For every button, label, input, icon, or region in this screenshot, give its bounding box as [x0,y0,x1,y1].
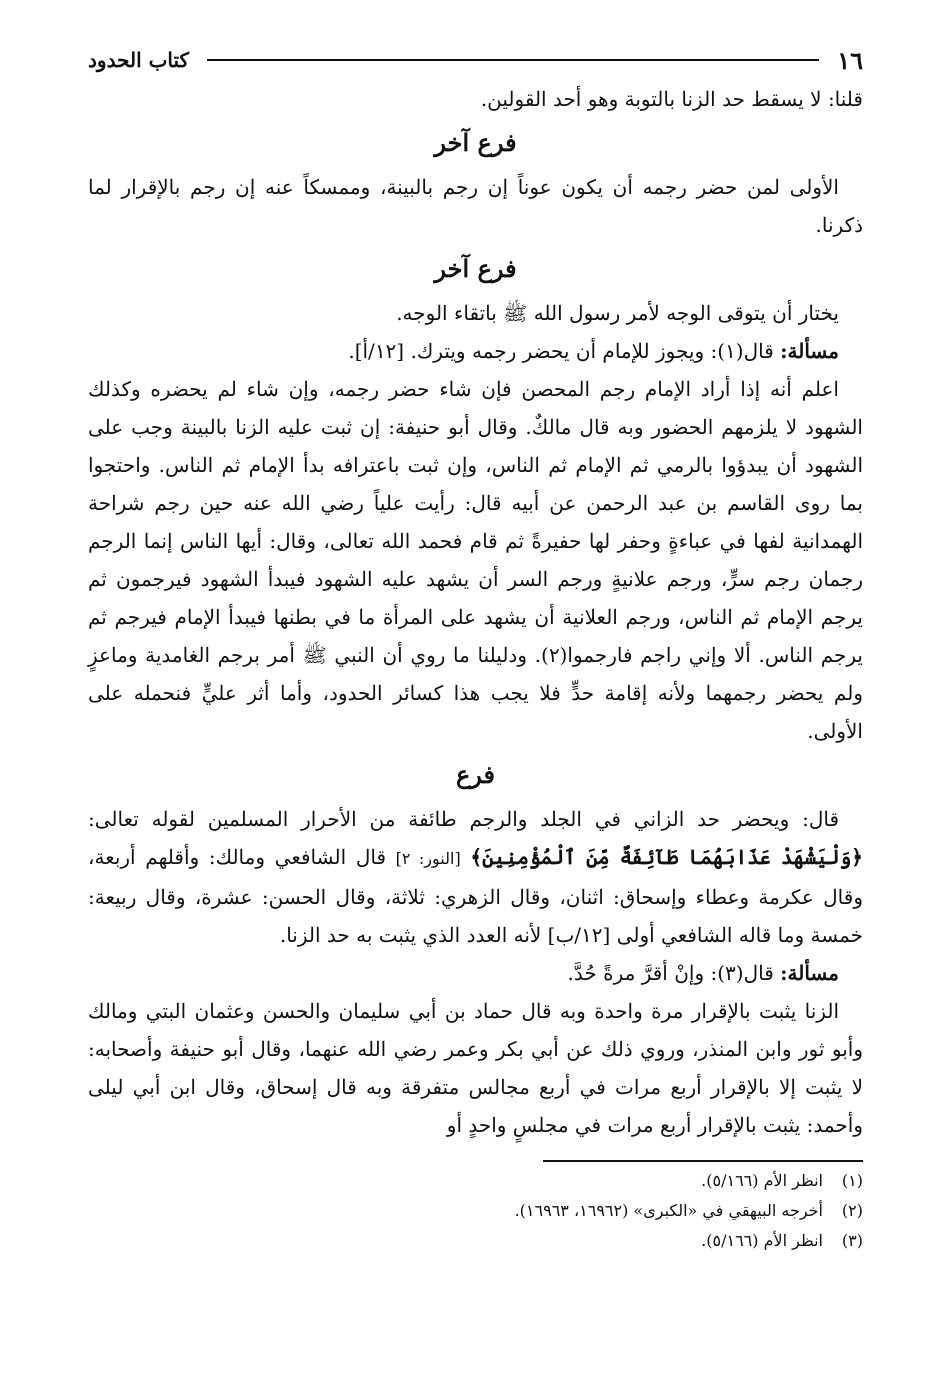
footnote-text: انظر الأم (٥/١٦٦). [701,1171,823,1190]
footnotes [88,1166,863,1256]
footnote-text: انظر الأم (٥/١٦٦). [701,1231,823,1250]
paragraph-5 [88,800,863,954]
book-title: كتاب الحدود [88,48,190,72]
paragraph-6: الزنا يثبت بالإقرار مرة واحدة وبه قال حماد بن أبي سليمان والحسن وعثمان البتي ومالك وأبو ثور وابن المنذر، وروي ذلك عن أبي بكر وعمر رضي الله عنهما، وقال أبو حنيفة وأصحابه: لا يثبت إلا بالإقرار أربع مرات في أربع مجالس متفرقة وبه قال إسحاق، وقال ابن أبي ليلى وأحمد: يثبت بالإقرار أربع مرات في مجلسٍ واحدٍ أو [88,999,863,1137]
footnote [88,1226,863,1256]
section-heading-3: فرع [455,760,496,789]
masala-1 [88,332,863,370]
masala-label: مسألة: [780,961,839,985]
paragraph-5-part-a: قال: ويحضر حد الزاني في الجلد والرجم طائفة من الأحرار المسلمين لقوله تعالى: [88,807,839,831]
section-heading-1: فرع آخر [434,128,517,157]
footnote-number: (٢) [841,1201,863,1220]
paragraph-2: الأولى لمن حضر رجمه أن يكون عوناً إن رجم بالبينة، وممسكاً عنه إن رجم بالإقرار لما ذكرنا. [88,175,863,237]
footnote-number: (٣) [841,1231,863,1250]
quran-verse: ﴿وَلْيَشْهَدْ عَذَابَهُمَا طَآئِفَةٌ مِّنَ ٱلْمُؤْمِنِينَ﴾ [470,845,864,869]
masala-2 [88,954,863,992]
quran-reference: [النور: ٢] [395,849,461,868]
footnote-number: (١) [841,1171,863,1190]
footnote-rule [543,1160,863,1162]
page-number: ١٦ [837,45,863,75]
paragraph-5-part-b: قال الشافعي ومالك: وأقلهم أربعة، وقال عكرمة وعطاء وإسحاق: اثنان، وقال الزهري: ثلاثة، وقال الحسن: عشرة، وقال ربيعة: خمسة وما قاله الشافعي أولى [١٢/ب] لأنه العدد الذي يثبت به حد الزنا. [88,845,863,947]
footnote [88,1166,863,1196]
footnote [88,1196,863,1226]
header-rule [207,59,819,61]
paragraph-3: يختار أن يتوقى الوجه لأمر رسول الله ﷺ باتقاء الوجه. [396,301,839,325]
page [88,40,863,1256]
footnote-text: أخرجه البيهقي في «الكبرى» (١٦٩٦٢، ١٦٩٦٣). [514,1201,823,1220]
masala-text: قال(١): ويجوز للإمام أن يحضر رجمه ويترك. [١٢/أ]. [348,339,774,363]
paragraph-1: قلنا: لا يسقط حد الزنا بالتوبة وهو أحد القولين. [480,87,863,111]
paragraph-4: اعلم أنه إذا أراد الإمام رجم المحصن فإن شاء حضر رجمه، وإن شاء لم يحضره وكذلك الشهود لا يلزمهم الحضور وبه قال مالكٌ. وقال أبو حنيفة: إن ثبت عليه الزنا بالبينة وجب على الشهود أن يبدؤوا بالرمي ثم الإمام ثم الناس، وإن ثبت باعترافه بدأ الإمام ثم الناس. واحتجوا بما روى القاسم بن عبد الرحمن عن أبيه قال: رأيت علياً رضي الله عنه حين رجم شراحة الهمدانية لفها في عباءةٍ وحفر لها حفيرةً ثم قام فحمد الله تعالى، وقال: أيها الناس إنما الرجم رجمان رجم سرٍّ، ورجم علانيةٍ ورجم السر أن يشهد عليه الشهود فيبدأ الشهود فيرجمون ثم يرجم الإمام ثم الناس، ورجم العلانية أن يشهد على المرأة ما في بطنها فيبدأ الإمام فيرجم ثم يرجم الناس. ألا وإني راجم فارجموا(٢). ودليلنا ما روي أن النبي ﷺ أمر برجم الغامدية وماعزٍ ولم يحضر رجمهما ولأنه إقامة حدٍّ فلا يجب هذا كسائر الحدود، وأما أثر عليٍّ فنحمله على الأولى. [88,377,864,743]
masala-label: مسألة: [780,339,839,363]
page-header [88,40,863,80]
section-heading-2: فرع آخر [434,254,517,283]
masala-text: قال(٣): وإنْ أقرَّ مرةً حُدَّ. [567,961,774,985]
